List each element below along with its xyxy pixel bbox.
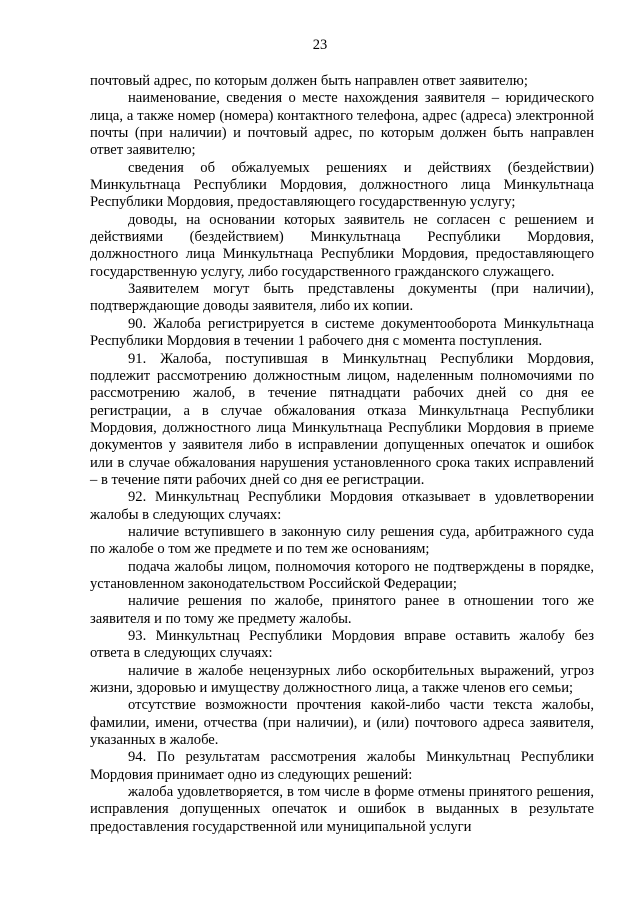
paragraph-arguments: доводы, на основании которых заявитель не согласен с решением и действиями (бездействием) Минкультнаца Республики Мордовия, должностного лица Минкультнаца Республики Мордовия, предоставляющего государственную услугу, либо государственного гражданского служащего. <box>90 211 594 280</box>
paragraph-appealed-decisions: сведения об обжалуемых решениях и действиях (бездействии) Минкультнаца Республики Мордовия, должностного лица Минкультнаца Республики Мордовия, предоставляющего государственную услугу; <box>90 159 594 211</box>
paragraph-court-decision: наличие вступившего в законную силу решения суда, арбитражного суда по жалобе о том же предмете и по тем же основаниям; <box>90 523 594 558</box>
page-number: 23 <box>312 37 328 53</box>
paragraph-92: 92. Минкультнац Республики Мордовия отказывает в удовлетворении жалобы в следующих случаях: <box>90 489 594 523</box>
paragraph-91: 91. Жалоба, поступившая в Минкультнац Республики Мордовия, подлежит рассмотрению должностным лицом, наделенным полномочиями по рассмотрению жалоб, в течение пятнадцати рабочих дней со дня ее регистрации, а в случае обжалования отказа Минкультнаца Республики Мордовия, должностного лица Минкультнаца Республики Мордовия в приеме документов у заявителя либо в исправлении допущенных опечаток и ошибок или в случае обжалования нарушения установленного срока таких исправлений – в течение пяти рабочих дней со дня ее регистрации. <box>90 350 594 488</box>
paragraph-unreadable-text: отсутствие возможности прочтения какой-либо части текста жалобы, фамилии, имени, отчества (при наличии), и (или) почтового адреса заявителя, указанных в жалобе. <box>90 697 594 749</box>
paragraph-prior-decision: наличие решения по жалобе, принятого ранее в отношении того же заявителя и по тому же предмету жалобы. <box>90 593 594 627</box>
paragraph-supporting-documents: Заявителем могут быть представлены документы (при наличии), подтверждающие доводы заявителя, либо их копии. <box>90 281 594 315</box>
paragraph-93: 93. Минкультнац Республики Мордовия вправе оставить жалобу без ответа в следующих случаях: <box>90 628 594 662</box>
paragraph-postal-address: почтовый адрес, по которым должен быть направлен ответ заявителю; <box>90 73 528 89</box>
paragraph-complaint-satisfied: жалоба удовлетворяется, в том числе в форме отмены принятого решения, исправления допущенных опечаток и ошибок в выданных в результате предоставления государственной или муниципальной услуги <box>90 784 594 835</box>
paragraph-94: 94. По результатам рассмотрения жалобы Минкультнац Республики Мордовия принимает одно из следующих решений: <box>90 749 594 783</box>
paragraph-90: 90. Жалоба регистрируется в системе документооборота Минкультнаца Республики Мордовия в течении 1 рабочего дня с момента поступления. <box>90 315 594 350</box>
paragraph-unauthorized-person: подача жалобы лицом, полномочия которого не подтверждены в порядке, установленном законодательством Российской Федерации; <box>90 558 594 592</box>
paragraph-legal-entity-info: наименование, сведения о месте нахождения заявителя – юридического лица, а также номер (номера) контактного телефона, адрес (адреса) электронной почты (при наличии) и почтовый адрес, по которым должен быть направлен ответ заявителю; <box>90 90 594 159</box>
paragraph-offensive-language: наличие в жалобе нецензурных либо оскорбительных выражений, угроз жизни, здоровью и имуществу должностного лица, а также членов его семьи; <box>90 662 594 697</box>
document-body <box>90 73 594 836</box>
